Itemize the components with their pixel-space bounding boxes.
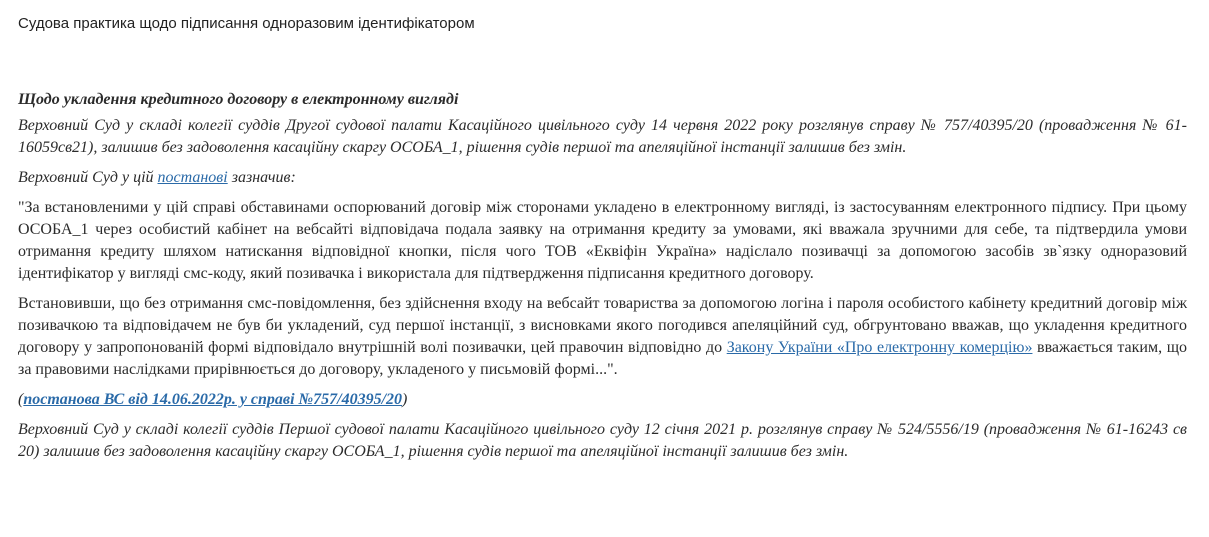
reference-close-paren: ) — [402, 391, 408, 408]
court-noted-text-after: зазначив: — [227, 169, 296, 186]
quote-paragraph-2 — [18, 293, 1187, 381]
court-noted-paragraph — [18, 167, 1187, 189]
second-case-paragraph: Верховний Суд у складі колегії суддів Першої судової палати Касаційного цивільного суду 12 січня 2021 р. розглянув справу № 524/5556/19 (провадження № 61-16243 св 20) залишив без задоволення касаційну скаргу ОСОБА_1, рішення судів першої та апеляційної інстанції залишив без змін. — [18, 421, 1187, 460]
page-title: Судова практика щодо підписання одноразовим ідентифікатором — [18, 15, 475, 32]
supreme-court-ruling-link[interactable]: постанова ВС від 14.06.2022р. у справі №757/40395/20 — [23, 391, 403, 408]
article-content — [18, 89, 1187, 471]
quote-2-text-before: Встановивши, що без отримання смс-повідомлення, без здійснення входу на вебсайт товариства за допомогою логіна і пароля особистого кабінету кредитний договір між позивачкою та відповідачем не був би укладений, суд першої інстанції, з висновками якого погодився апеляційний суд, обгрунтовано вважав, що укладення кредитного договору у запропонованій формі відповідало внутрішній волі позивачки, цей правочин відповідно до — [18, 295, 1187, 356]
ecommerce-law-link[interactable]: Закону України «Про електронну комерцію» — [726, 339, 1033, 356]
section-heading: Щодо укладення кредитного договору в електронному вигляді — [18, 91, 459, 108]
reference-paragraph — [18, 389, 1187, 411]
court-noted-text-before: Верховний Суд у цій — [18, 169, 158, 186]
case-summary-paragraph: Верховний Суд у складі колегії суддів Другої судової палати Касаційного цивільного суду 14 червня 2022 року розглянув справу № 757/40395/20 (провадження № 61-16059св21), залишив без задоволення касаційну скаргу ОСОБА_1, рішення судів першої та апеляційної інстанції залишив без змін. — [18, 117, 1187, 156]
resolution-link[interactable]: постанові — [157, 169, 228, 186]
quote-2-text-after: вважається таким, що за правовими наслідками прирівнюється до договору, укладеного у письмовій формі...". — [18, 339, 1188, 378]
quote-paragraph-1: "За встановленими у цій справі обставинами оспорюваний договір між сторонами укладено в електронному вигляді, із застосуванням електронного підпису. При цьому ОСОБА_1 через особистий кабінет на вебсайті відповідача подала заявку на отримання кредиту за умовами, які вважала зручними для себе, та підтвердила умови отримання кредиту шляхом натискання відповідної кнопки, після чого ТОВ «Еквіфін Україна» надіслало позивачці за допомогою засобів зв`язку одноразовий ідентифікатор у вигляді смс-коду, який позивачка і використала для підтвердження підписання кредитного договору. — [18, 199, 1187, 282]
reference-open-paren: ( — [18, 391, 24, 408]
